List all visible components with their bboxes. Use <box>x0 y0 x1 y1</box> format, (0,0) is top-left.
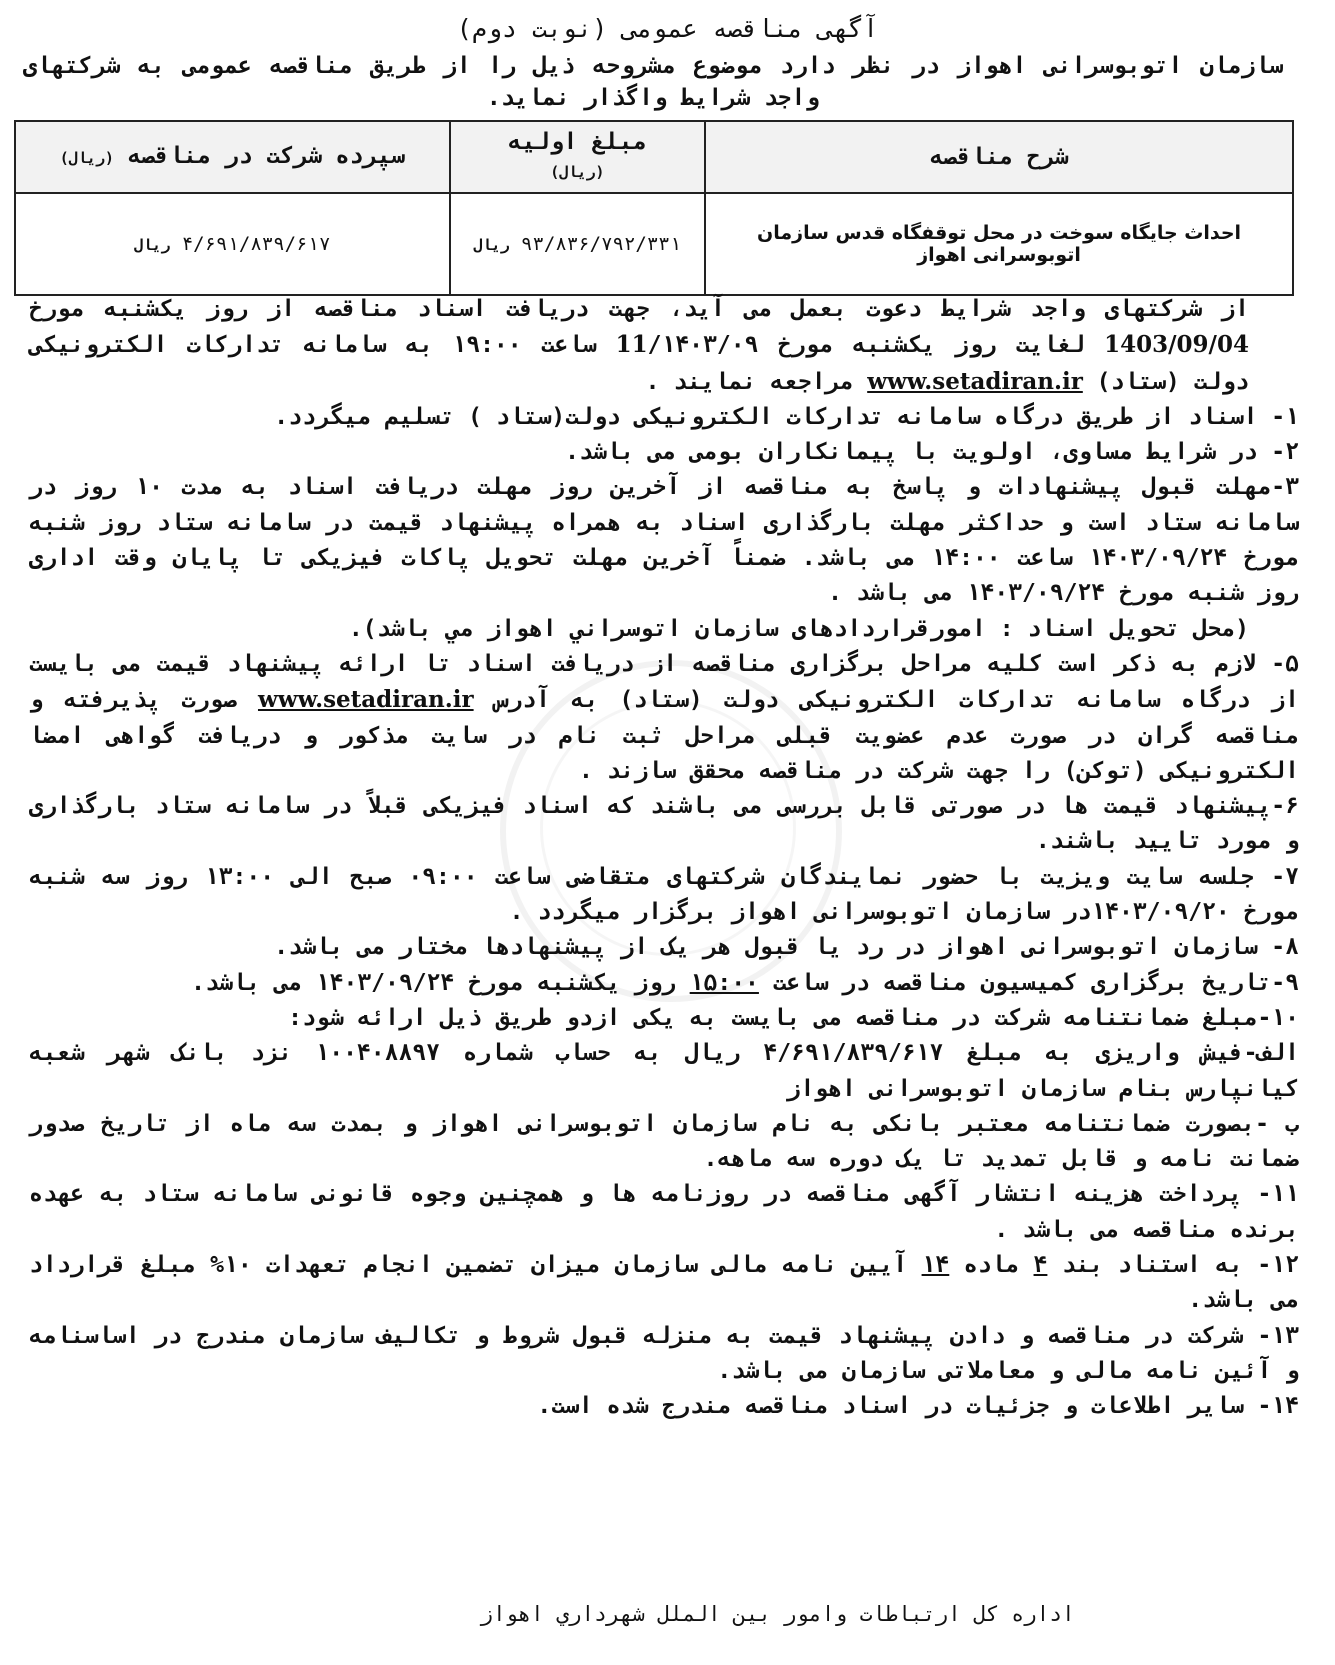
band-number: ۴ <box>1033 1252 1048 1279</box>
table-header-row <box>15 121 1293 193</box>
start-date: 1403/09/04 <box>1104 331 1249 359</box>
header-initial-amount: مبلغ اولیه (ریال) <box>450 121 706 193</box>
clause-8: ۸- سازمان اتوبوسرانی اهواز در رد یا قبول هر یک از پیشنهادها مختار می باشد. <box>274 934 1299 961</box>
paragraph-invitation: از شرکتهای واجد شرایط دعوت بعمل می آید، جهت دریافت اسناد مناقصه از روز یکشنبه مورخ 1403/09/04 لغایت روز یکشنبه مورخ 11/۱۴۰۳/۰۹ ساعت ۱۹:۰۰ به سامانه تدارکات الکترونیکی دولت (ستاد) www.setadiran.ir مراجعه نمایند . <box>29 296 1249 395</box>
header-initial-amount-unit: (ریال) <box>550 163 605 181</box>
clause-10-a: الف-فیش واریزی به مبلغ ۴/۶۹۱/۸۳۹/۶۱۷ ریال به حساب شماره ۱۰۰۴۰۸۸۹۷ نزد بانک شهر شعبه کیانپارس بنام سازمان اتوبوسرانی اهواز <box>29 1040 1299 1102</box>
clause-14: ۱۴- سایر اطلاعات و جزئیات در اسناد مناقصه مندرج شده است. <box>537 1393 1299 1420</box>
clause-5: ۵- لازم به ذکر است کلیه مراحل برگزاری مناقصه از دریافت اسناد تا ارائه پیشنهاد قیمت می بایست از درگاه سامانه تدارکات الکترونیکی دولت (ستاد) به آدرس www.setadiran.ir صورت پذیرفته و مناقصه گران در صورت عدم عضویت قبلی مراحل ثبت نام در سایت مذکور و دریافت گواهی امضا الکترونیکی (توکن) را جهت شرکت در مناقصه محقق سازند . <box>29 650 1299 784</box>
notice-title: آگهی مناقصه عمومی (نوبت دوم) <box>456 14 879 43</box>
setadiran-link-2[interactable]: www.setadiran.ir <box>257 686 474 714</box>
footer-publisher: اداره کل ارتباطات وامور بین الملل شهرداري اهواز <box>480 1602 1075 1626</box>
clause-7: ۷- جلسه سایت ویزیت با حضور نمایندگان شرکتهای متقاضی ساعت ۰۹:۰۰ صبح الی ۱۳:۰۰ روز سه شنبه مورخ ۱۴۰۳/۰۹/۲۰در سازمان اتوبوسرانی اهواز برگزار میگردد . <box>29 863 1299 926</box>
row-initial-amount-unit: ریال <box>473 236 510 254</box>
row-deposit-unit: ریال <box>134 236 171 254</box>
setadiran-link[interactable]: www.setadiran.ir <box>867 367 1083 395</box>
clause-9: ۹-تاریخ برگزاری کمیسیون مناقصه در ساعت ۱۵:۰۰ روز یکشنبه مورخ ۱۴۰۳/۰۹/۲۴ می باشد. <box>191 969 1299 996</box>
clause-10: ۱۰-مبلغ ضمانتنامه شرکت در مناقصه می بایست به یکی ازدو طریق ذیل ارائه شود: <box>288 1004 1299 1031</box>
row-initial-amount: ۹۳/۸۳۶/۷۹۲/۳۳۱ ریال <box>450 193 706 295</box>
clause-12: ۱۲- به استناد بند ۴ ماده ۱۴ آیین نامه مالی سازمان میزان تضمین انجام تعهدات ۱۰% مبلغ قرارداد می باشد. <box>29 1252 1299 1314</box>
clause-6: ۶-پیشنهاد قیمت ها در صورتی قابل بررسی می باشند که اسناد فیزیکی قبلاً در سامانه ستاد بارگذاری و مورد تایید باشند. <box>29 793 1299 855</box>
clause-3: ۳-مهلت قبول پیشنهادات و پاسخ به مناقصه از آخرین روز مهلت دریافت اسناد به مدت ۱۰ روز در سامانه ستاد است و حداکثر مهلت بارگذاری اسناد به همراه پیشنهاد قیمت در سامانه ستاد روز شنبه مورخ ۱۴۰۳/۰۹/۲۴ ساعت ۱۴:۰۰ می باشد. ضمناً آخرین مهلت تحویل پاکات فیزیکی تا پایان وقت اداری روز شنبه مورخ ۱۴۰۳/۰۹/۲۴ می باشد . <box>29 474 1299 607</box>
madde-number: ۱۴ <box>921 1252 950 1279</box>
clause-1: ۱- اسناد از طریق درگاه سامانه تدارکات الکترونیکی دولت(ستاد ) تسلیم میگردد. <box>274 403 1299 430</box>
header-description: شرح مناقصه <box>705 121 1293 193</box>
end-day: 11 <box>615 331 648 359</box>
commission-time: ۱۵:۰۰ <box>689 969 759 996</box>
clause-13: ۱۳- شرکت در مناقصه و دادن پیشنهاد قیمت به منزله قبول شروط و تکالیف سازمان مندرج در اساسنامه و آئین نامه مالی و معاملاتی سازمان می باشد. <box>29 1322 1299 1384</box>
header-deposit-unit: (ریال) <box>59 149 114 167</box>
notice-body <box>29 292 1299 1425</box>
clause-2: ۲- در شرایط مساوی، اولویت با پیمانکاران بومی می باشد. <box>565 439 1299 466</box>
clause-11: ۱۱- پرداخت هزینه انتشار آگهی مناقصه در روزنامه ها و همچنین وجوه قانونی سامانه ستاد به عهده برنده مناقصه می باشد . <box>29 1181 1299 1243</box>
notice-intro: سازمان اتوبوسرانی اهواز در نظر دارد موضوع مشروحه ذیل را از طریق مناقصه عمومی به شرکتهای واجد شرایط واگذار نماید. <box>23 53 1283 111</box>
clause-4: (محل تحویل اسناد : امورقراردادهای سازمان اتوسراني اهواز مي باشد). <box>348 615 1249 642</box>
tender-table <box>14 120 1294 296</box>
row-deposit: ۴/۶۹۱/۸۳۹/۶۱۷ ریال <box>15 193 450 295</box>
row-description: احداث جایگاه سوخت در محل توقفگاه قدس سازمان اتوبوسرانی اهواز <box>705 193 1293 295</box>
clause-10-b: ب -بصورت ضمانتنامه معتبر بانکی به نام سازمان اتوبوسرانی اهواز و بمدت سه ماه از تاریخ صدور ضمانت نامه و قابل تمدید تا یک دوره سه ماهه. <box>29 1110 1299 1173</box>
table-row <box>15 193 1293 295</box>
header-deposit: سپرده شرکت در مناقصه (ریال) <box>15 121 450 193</box>
